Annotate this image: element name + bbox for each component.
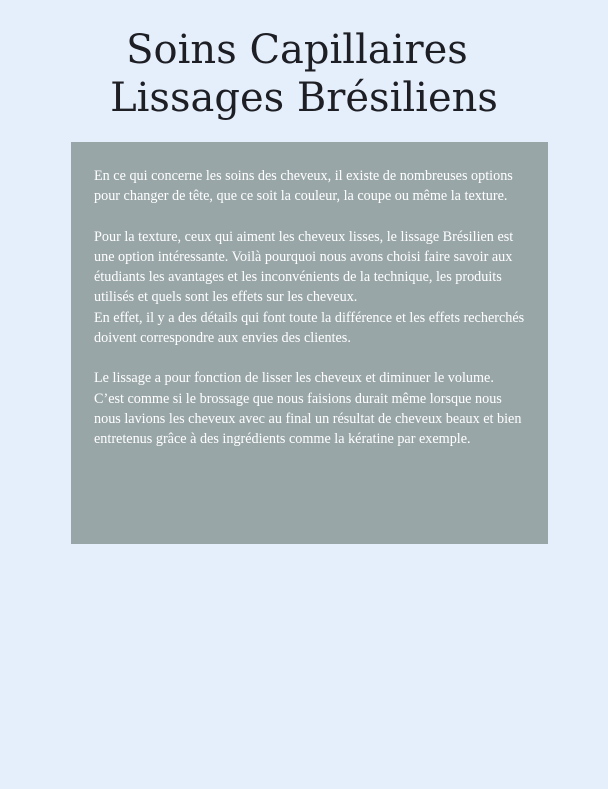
page-title: [0, 26, 608, 122]
smoothing-paragraph: Le lissage a pour fonction de lisser les cheveux et diminuer le volume. C’est comme si le brossage que nous faisions durait même lorsque nous nous lavions les cheveux avec au final un résultat de cheveux beaux et bien entretenus grâce à des ingrédients comme la kératine par exemple.: [94, 370, 522, 448]
content-card: [71, 142, 548, 544]
page-title-line-1: Soins Capillaires: [126, 27, 468, 73]
page-title-line-2: Lissages Brésiliens: [110, 75, 498, 121]
intro-paragraph: En ce qui concerne les soins des cheveux, il existe de nombreuses options pour changer de tête, que ce soit la couleur, la coupe ou même la texture.: [94, 168, 513, 205]
texture-paragraph: Pour la texture, ceux qui aiment les cheveux lisses, le lissage Brésilien est une option intéressante. Voilà pourquoi nous avons choisi faire savoir aux étudiants les avantages et les inconvénients de la technique, les produits utilisés et quels sont les effets sur les cheveux. En effet, il y a des détails qui font toute la différence et les effets recherchés doivent correspondre aux envies des clientes.: [94, 228, 525, 347]
